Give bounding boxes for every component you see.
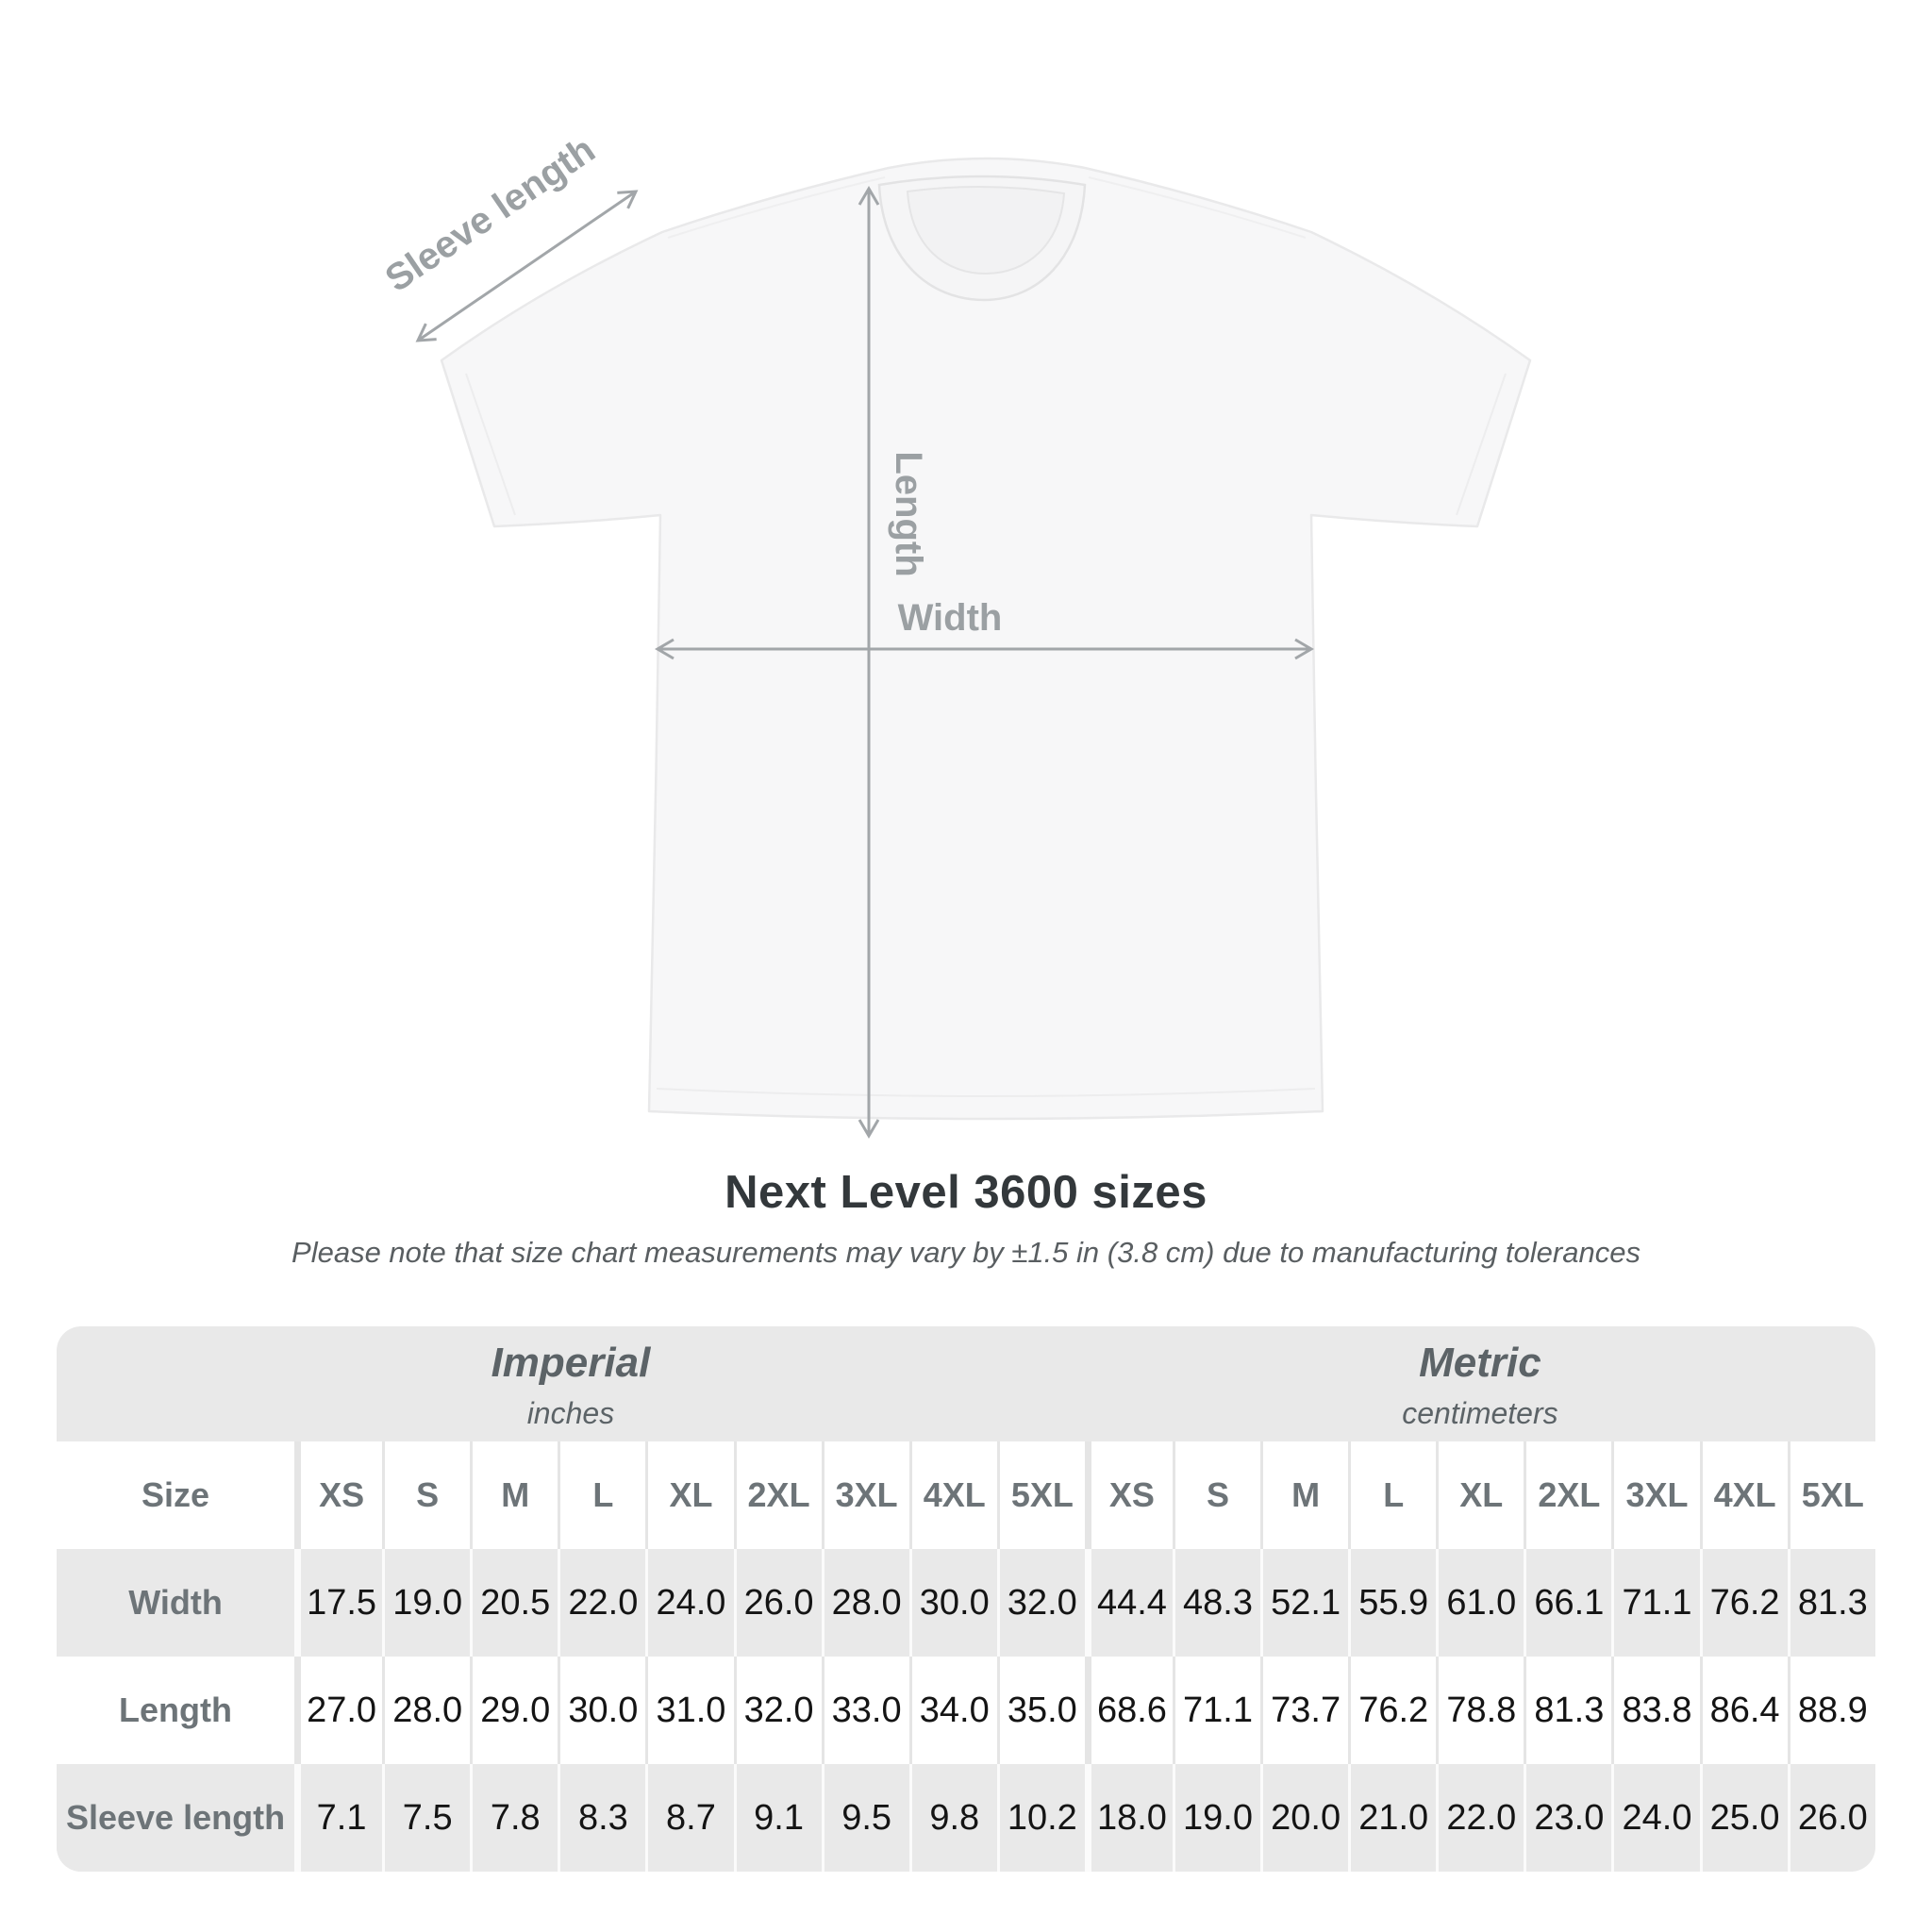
length-label: Length bbox=[888, 451, 929, 577]
sleeve-length-row bbox=[57, 1764, 1875, 1872]
value-cell: 9.8 bbox=[909, 1764, 997, 1872]
page-title: Next Level 3600 sizes bbox=[724, 1167, 1208, 1218]
size-col-header-imperial-m: M bbox=[470, 1441, 558, 1549]
tolerance-note: Please note that size chart measurements may vary by ±1.5 in (3.8 cm) due to manufacturing tolerances bbox=[291, 1236, 1641, 1269]
value-cell: 20.0 bbox=[1260, 1764, 1348, 1872]
value-cell: 68.6 bbox=[1085, 1657, 1173, 1764]
value-cell: 24.0 bbox=[1611, 1764, 1699, 1872]
size-table bbox=[57, 1326, 1875, 1872]
value-cell: 31.0 bbox=[645, 1657, 733, 1764]
value-cell: 61.0 bbox=[1436, 1549, 1524, 1657]
metric-group-label: Metric bbox=[1419, 1340, 1541, 1386]
value-cell: 78.8 bbox=[1436, 1657, 1524, 1764]
value-cell: 9.1 bbox=[734, 1764, 822, 1872]
imperial-group-unit: inches bbox=[526, 1396, 615, 1430]
metric-group-unit: centimeters bbox=[1402, 1396, 1558, 1430]
value-cell: 73.7 bbox=[1260, 1657, 1348, 1764]
value-cell: 7.1 bbox=[294, 1764, 382, 1872]
value-cell: 35.0 bbox=[997, 1657, 1085, 1764]
size-col-header-metric-3xl: 3XL bbox=[1611, 1441, 1699, 1549]
value-cell: 52.1 bbox=[1260, 1549, 1348, 1657]
value-cell: 26.0 bbox=[1788, 1764, 1875, 1872]
value-cell: 34.0 bbox=[909, 1657, 997, 1764]
value-cell: 28.0 bbox=[822, 1549, 909, 1657]
value-cell: 71.1 bbox=[1173, 1657, 1260, 1764]
value-cell: 28.0 bbox=[382, 1657, 470, 1764]
value-cell: 10.2 bbox=[997, 1764, 1085, 1872]
row-label-length: Length bbox=[57, 1657, 294, 1764]
value-cell: 86.4 bbox=[1700, 1657, 1788, 1764]
size-col-header-imperial-5xl: 5XL bbox=[997, 1441, 1085, 1549]
sleeve-length-label: Sleeve length bbox=[377, 128, 603, 301]
size-col-header-metric-2xl: 2XL bbox=[1524, 1441, 1611, 1549]
size-col-header-metric-m: M bbox=[1260, 1441, 1348, 1549]
size-col-header-imperial-4xl: 4XL bbox=[909, 1441, 997, 1549]
value-cell: 33.0 bbox=[822, 1657, 909, 1764]
value-cell: 71.1 bbox=[1611, 1549, 1699, 1657]
value-cell: 7.8 bbox=[470, 1764, 558, 1872]
value-cell: 19.0 bbox=[1173, 1764, 1260, 1872]
value-cell: 32.0 bbox=[734, 1657, 822, 1764]
value-cell: 21.0 bbox=[1348, 1764, 1436, 1872]
value-cell: 27.0 bbox=[294, 1657, 382, 1764]
value-cell: 83.8 bbox=[1611, 1657, 1699, 1764]
value-cell: 9.5 bbox=[822, 1764, 909, 1872]
imperial-group-label: Imperial bbox=[491, 1340, 651, 1386]
value-cell: 22.0 bbox=[558, 1549, 645, 1657]
size-col-header-imperial-xs: XS bbox=[294, 1441, 382, 1549]
tshirt-graphic bbox=[441, 158, 1530, 1119]
row-label-width: Width bbox=[57, 1549, 294, 1657]
size-col-header-metric-4xl: 4XL bbox=[1700, 1441, 1788, 1549]
value-cell: 8.7 bbox=[645, 1764, 733, 1872]
value-cell: 22.0 bbox=[1436, 1764, 1524, 1872]
value-cell: 19.0 bbox=[382, 1549, 470, 1657]
value-cell: 32.0 bbox=[997, 1549, 1085, 1657]
value-cell: 20.5 bbox=[470, 1549, 558, 1657]
unit-group-header-row bbox=[57, 1326, 1875, 1441]
value-cell: 30.0 bbox=[909, 1549, 997, 1657]
row-label-sleeve-length: Sleeve length bbox=[57, 1764, 294, 1872]
value-cell: 81.3 bbox=[1788, 1549, 1875, 1657]
size-col-header-imperial-l: L bbox=[558, 1441, 645, 1549]
value-cell: 7.5 bbox=[382, 1764, 470, 1872]
value-cell: 23.0 bbox=[1524, 1764, 1611, 1872]
value-cell: 48.3 bbox=[1173, 1549, 1260, 1657]
size-col-header-metric-xs: XS bbox=[1085, 1441, 1173, 1549]
width-row bbox=[57, 1549, 1875, 1657]
value-cell: 18.0 bbox=[1085, 1764, 1173, 1872]
value-cell: 25.0 bbox=[1700, 1764, 1788, 1872]
value-cell: 55.9 bbox=[1348, 1549, 1436, 1657]
metric-group-header bbox=[1085, 1326, 1875, 1441]
tshirt-body bbox=[441, 158, 1530, 1119]
length-row bbox=[57, 1657, 1875, 1764]
size-header-label: Size bbox=[57, 1441, 294, 1549]
size-col-header-metric-l: L bbox=[1348, 1441, 1436, 1549]
value-cell: 81.3 bbox=[1524, 1657, 1611, 1764]
size-col-header-metric-s: S bbox=[1173, 1441, 1260, 1549]
value-cell: 66.1 bbox=[1524, 1549, 1611, 1657]
value-cell: 76.2 bbox=[1348, 1657, 1436, 1764]
value-cell: 88.9 bbox=[1788, 1657, 1875, 1764]
size-col-header-imperial-2xl: 2XL bbox=[734, 1441, 822, 1549]
imperial-group-header bbox=[57, 1326, 1085, 1441]
size-col-header-imperial-s: S bbox=[382, 1441, 470, 1549]
size-col-header-imperial-xl: XL bbox=[645, 1441, 733, 1549]
size-col-header-imperial-3xl: 3XL bbox=[822, 1441, 909, 1549]
width-label: Width bbox=[897, 597, 1003, 639]
size-col-header-metric-xl: XL bbox=[1436, 1441, 1524, 1549]
value-cell: 26.0 bbox=[734, 1549, 822, 1657]
value-cell: 17.5 bbox=[294, 1549, 382, 1657]
value-cell: 30.0 bbox=[558, 1657, 645, 1764]
size-header-row bbox=[57, 1441, 1875, 1549]
value-cell: 24.0 bbox=[645, 1549, 733, 1657]
value-cell: 29.0 bbox=[470, 1657, 558, 1764]
value-cell: 76.2 bbox=[1700, 1549, 1788, 1657]
size-col-header-metric-5xl: 5XL bbox=[1788, 1441, 1875, 1549]
value-cell: 8.3 bbox=[558, 1764, 645, 1872]
value-cell: 44.4 bbox=[1085, 1549, 1173, 1657]
